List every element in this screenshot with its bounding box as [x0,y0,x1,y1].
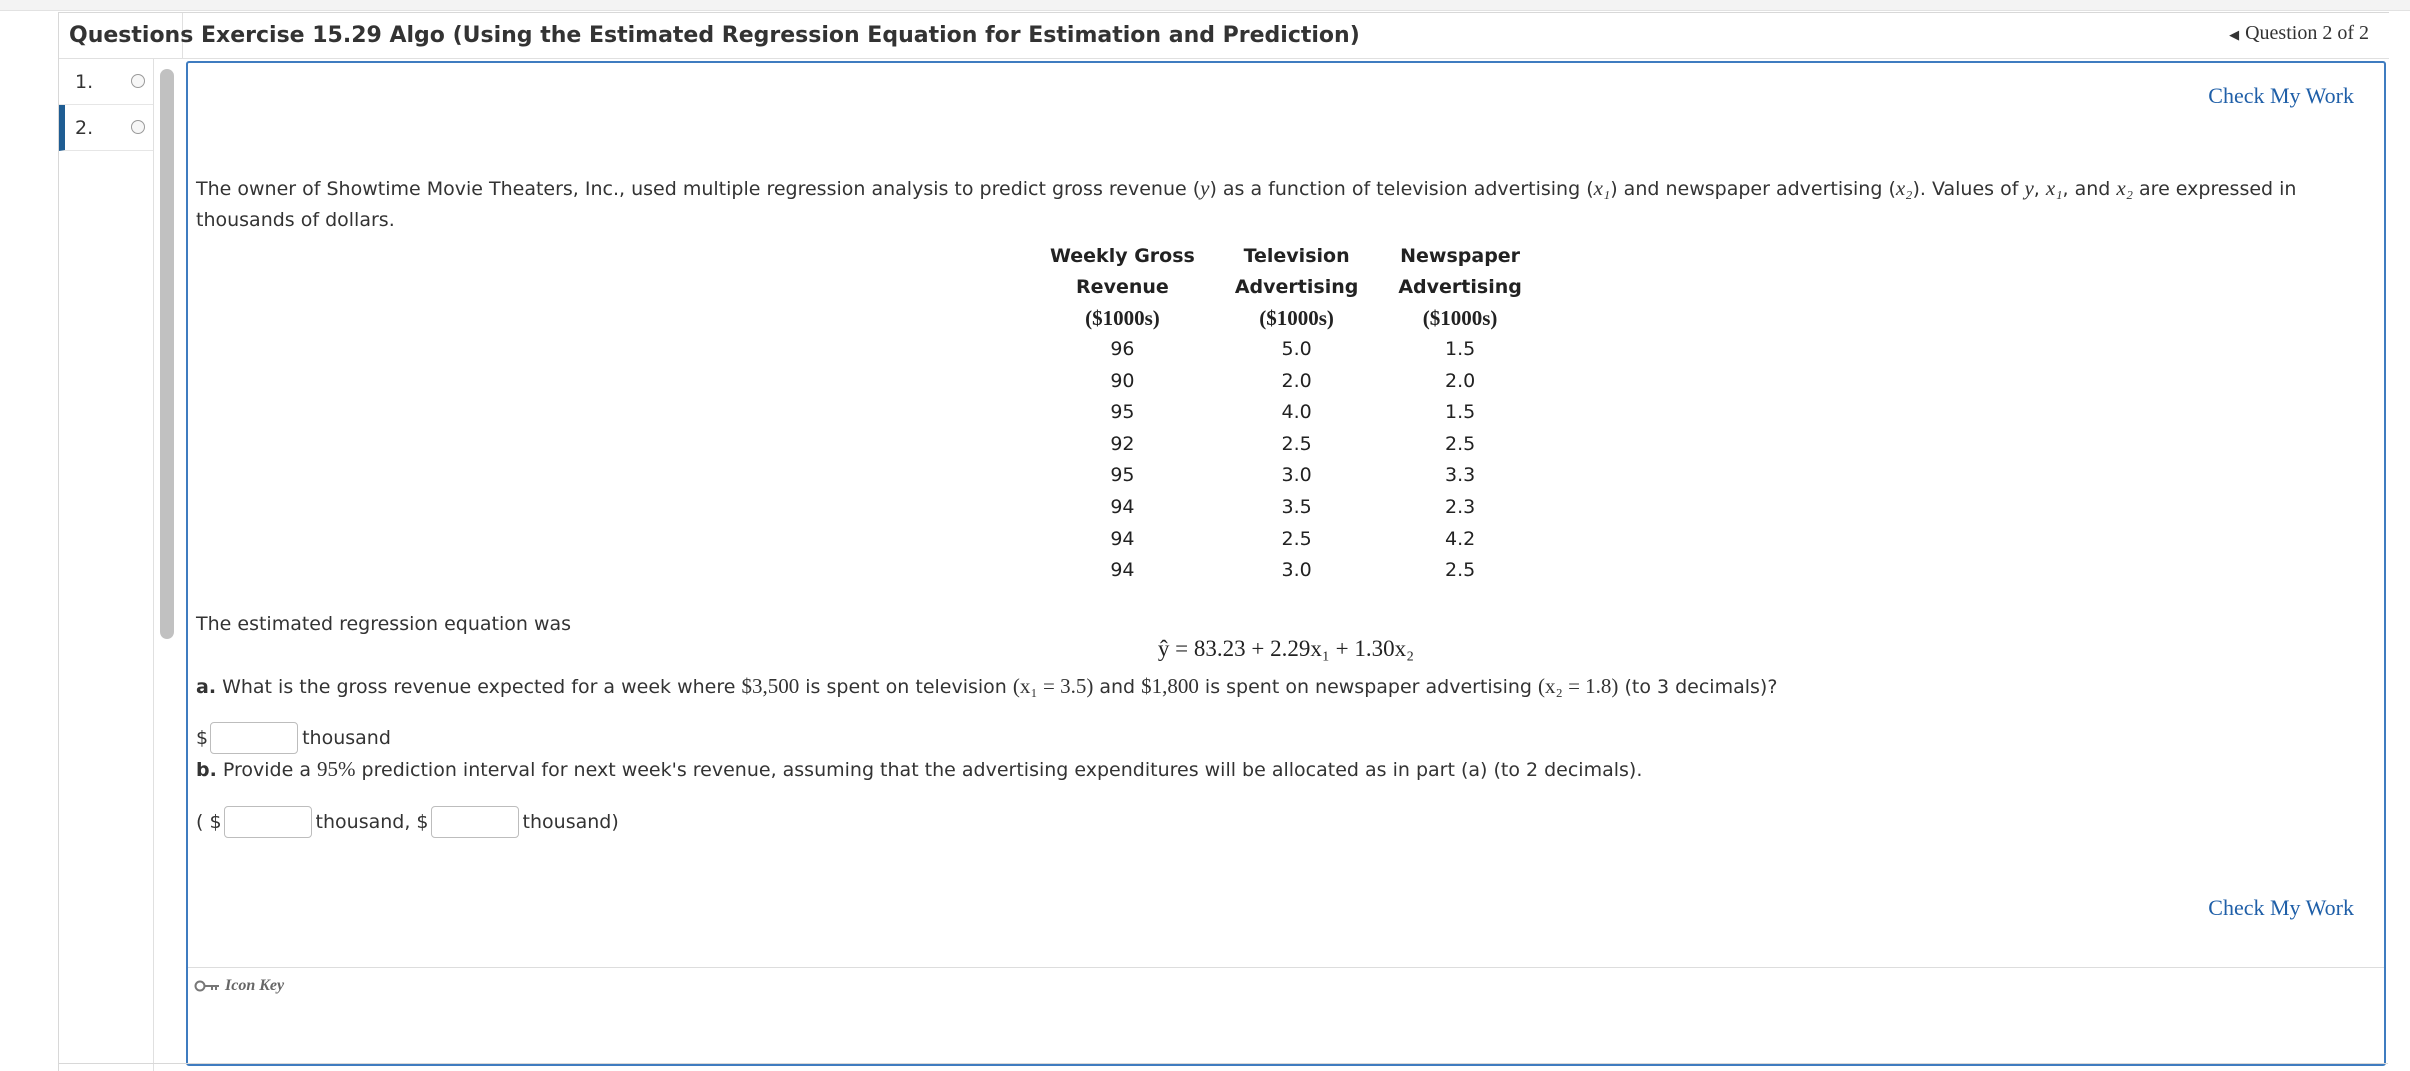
sidebar-scrollbar[interactable] [157,63,175,1068]
math-x2: x₂ [1895,176,1913,200]
table-cell: 3.0 [1281,464,1312,487]
math-y: y [2024,176,2034,200]
browser-top-strip [0,0,2410,11]
check-my-work-link-bottom[interactable]: Check My Work [2208,895,2354,920]
part-a-label: a. [196,676,217,698]
table-row [1030,366,1542,398]
icon-key-label: Icon Key [225,977,285,994]
table-cell: 95 [1110,464,1135,487]
table-cell: 94 [1110,527,1135,550]
intro-text: ) as a function of television advertising ( [1209,178,1594,200]
question-text: Provide a [216,759,318,781]
table-row [1030,334,1542,366]
table-row [1030,524,1542,556]
caret-left-icon: ◀ [2229,27,2240,42]
part-a-answer-row [196,721,391,755]
question-text: prediction interval for next week's revenue, assuming that the advertising expenditures will be allocated as in part (a) (to 2 decimals). [355,759,1643,781]
table-header-cell: Television [1243,245,1350,267]
intro-text: , [2033,178,2046,200]
sidebar-item-question-1[interactable] [59,59,153,105]
table-header-cell: Revenue [1076,276,1169,298]
table-header-row [1030,303,1542,334]
equation-intro: The estimated regression equation was [196,613,572,635]
table-header-cell: Advertising [1398,276,1522,298]
part-b-upper-input[interactable] [431,806,519,838]
data-table [1030,241,1542,587]
table-cell: 5.0 [1281,338,1312,360]
table-cell: 1.5 [1444,401,1476,424]
part-b-lower-input[interactable] [224,806,312,838]
table-header-row [1030,272,1542,303]
math-condition: (x₁ = 3.5) [1012,674,1094,698]
icon-key-link[interactable] [194,977,284,995]
table-header-cell: ($1000s) [1259,306,1334,330]
problem-intro [196,173,2376,236]
table-cell: 95 [1110,401,1135,424]
question-nav[interactable] [2229,13,2369,53]
scrollbar-thumb[interactable] [160,69,174,639]
math-x2: x₂ [2116,176,2133,200]
question-text: (to 3 decimals)? [1618,676,1778,698]
part-b-answer-row [196,805,619,839]
table-cell: 94 [1110,495,1135,518]
math-y: y [1200,176,1210,200]
table-header-cell: ($1000s) [1085,306,1160,330]
status-radio-icon [131,74,145,88]
table-row [1030,555,1542,587]
table-header-cell: Weekly Gross [1050,245,1195,267]
sidebar-item-label: 2. [75,117,94,139]
table-cell: 3.3 [1444,464,1476,487]
status-radio-icon [131,120,145,134]
table-cell: 2.5 [1444,432,1476,455]
table-row [1030,397,1542,429]
intro-text: , and [2062,178,2117,200]
sidebar-item-label: 1. [75,71,94,93]
table-cell: 2.0 [1281,369,1312,392]
section-divider [188,967,2384,968]
exercise-title: Exercise 15.29 Algo (Using the Estimated Regression Equation for Estimation and Prediction) [201,23,1360,48]
question-nav-label: Question 2 of 2 [2245,22,2369,44]
table-cell: 2.5 [1281,527,1312,550]
table-cell: 94 [1110,559,1135,582]
questions-header: Questions [59,13,183,58]
table-cell: 2.5 [1444,559,1476,582]
currency-prefix: $ [196,727,209,749]
table-header-cell: Newspaper [1400,245,1521,267]
question-text: is spent on newspaper advertising [1198,676,1539,698]
check-my-work-link-top[interactable]: Check My Work [2208,83,2354,108]
table-cell: 3.5 [1281,495,1312,518]
math-x1: x₁ [1593,176,1611,200]
part-b-question [196,754,2376,786]
math-condition: (x₂ = 1.8) [1538,674,1619,698]
top-bar [59,13,2389,59]
table-cell: 2.5 [1281,432,1312,455]
intro-text: The owner of Showtime Movie Theaters, Inc., used multiple regression analysis to predict gross revenue ( [196,178,1201,200]
interval-open: ( $ [196,811,222,833]
math-x1: x₁ [2045,176,2063,200]
table-cell: 1.5 [1444,338,1476,360]
question-sidebar [59,59,154,1071]
table-header-row [1030,241,1542,272]
table-cell: 92 [1110,432,1135,455]
key-icon [194,979,220,993]
assignment-app [58,12,2389,1071]
question-text: and [1093,676,1142,698]
math-percent: 95% [317,757,356,781]
intro-text: are expressed in thousands of dollars. [196,178,2297,231]
table-row [1030,460,1542,492]
table-cell: 2.3 [1444,495,1476,518]
question-text: What is the gross revenue expected for a week where [216,676,742,698]
table-cell: 4.2 [1444,527,1476,550]
question-content [186,61,2386,1066]
table-cell: 90 [1110,369,1135,392]
table-cell: 2.0 [1444,369,1476,392]
table-cell: 3.0 [1281,559,1312,582]
question-text: is spent on television [799,676,1013,698]
table-header-cell: ($1000s) [1422,306,1498,330]
part-a-answer-input[interactable] [210,722,298,754]
regression-equation: ŷ = 83.23 + 2.29x₁ + 1.30x₂ [1157,636,1415,661]
table-cell: 4.0 [1281,401,1312,424]
part-a-question [196,671,2376,703]
interval-mid: thousand, $ [315,811,429,833]
footer-border [58,1063,2388,1064]
table-cell: 96 [1110,338,1135,360]
table-row [1030,492,1542,524]
intro-text: ) and newspaper advertising ( [1610,178,1896,200]
unit-suffix: thousand [302,727,391,749]
sidebar-item-question-2[interactable] [59,105,153,151]
math-amount: $1,800 [1141,674,1199,698]
math-amount: $3,500 [741,674,800,698]
interval-close: thousand) [522,811,619,833]
table-header-cell: Advertising [1234,276,1359,298]
intro-text: ). Values of [1912,178,2025,200]
part-b-label: b. [196,759,217,781]
table-row [1030,429,1542,461]
